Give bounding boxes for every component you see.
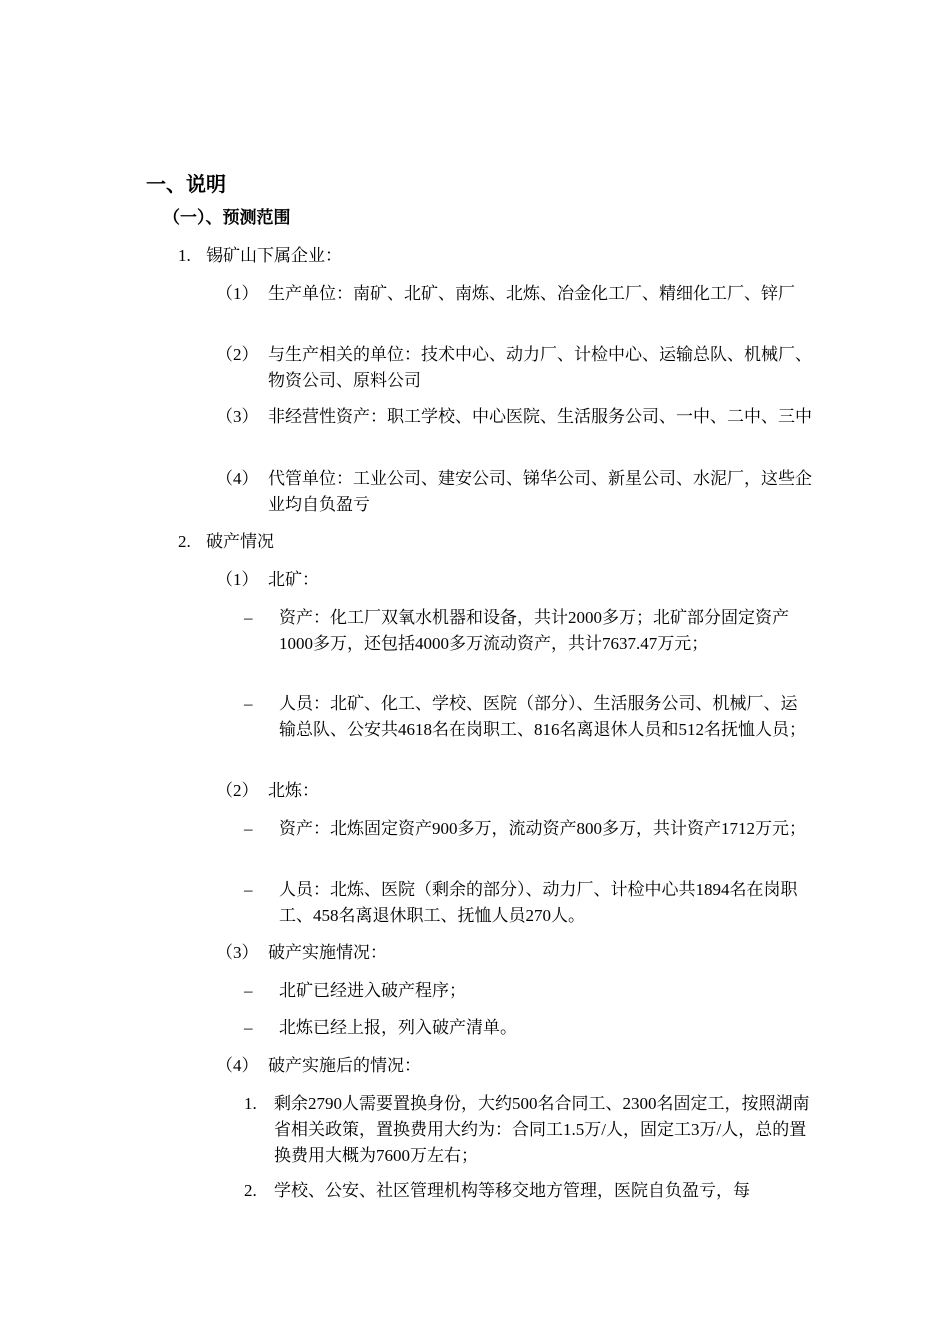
dash-bullet: – [244, 981, 253, 1000]
dash-bullet: – [244, 694, 253, 713]
dash-bullet: – [244, 1018, 253, 1037]
numbered-heading: 2. 破产情况 [178, 532, 274, 551]
document-page: 一、说明 （一）、预测范围 1. 锡矿山下属企业： （1） 生产单位：南矿、北矿、南炼、北炼、冶金化工厂、精细化工厂、锌厂 （2） 与生产相关的单位：技术中心、动力厂、计检中心、运输总队、机械厂、物资公司、原料公司 （3） 非经营性资产：职工学校、中心医院、生活服务公司、一中、二中、三中 （4） 代管单位：工业公司、建安公司、锑华公司、新星公司、水泥厂，这些企业均自负盈亏 2. 破产情况 （1） 北矿： – 资产：化工厂双氧水机器和设备，共计2000多万；北矿部分固定资产1000多万，还包括4000多万流动资产，共计7637.47万元； – 人员：北矿、化工、学校、医院（部分）、生活服务公司、机械厂、运输总队、公安共4618名在岗职工、816名离退休人员和512名抚恤人员； （2） 北炼： – 资产：北炼固定资产900多万，流动资产800多万，共计资产1712万元； – 人员：北炼、医院（剩余的部分）、动力厂、计检中心共1894名在岗职工、458名离退休职工、抚恤人员270人。 （3） 破产实施情况： – 北矿已经进入破产程序； – 北炼已经上报，列入破产清单。 （4） 破产实施后的情况： 1. 剩余2790人需要置换身份，大约500名合同工、2300名固定工，按照湖南省相关政策，置换费用大约为：合同工1.5万/人，固定工3万/人，总的置换费用大概为7600万左右； 2. 学校、公安、社区管理机构等移交地方管理，医院自负盈亏，每 [146, 174, 812, 1200]
numbered-heading: 1. 锡矿山下属企业： [178, 246, 342, 265]
dash-bullet: – [244, 608, 253, 627]
dash-bullet: – [244, 880, 253, 899]
subsection-heading: （一）、预测范围 [163, 208, 291, 227]
dash-bullet: – [244, 819, 253, 838]
section-heading: 一、说明 [146, 174, 226, 196]
